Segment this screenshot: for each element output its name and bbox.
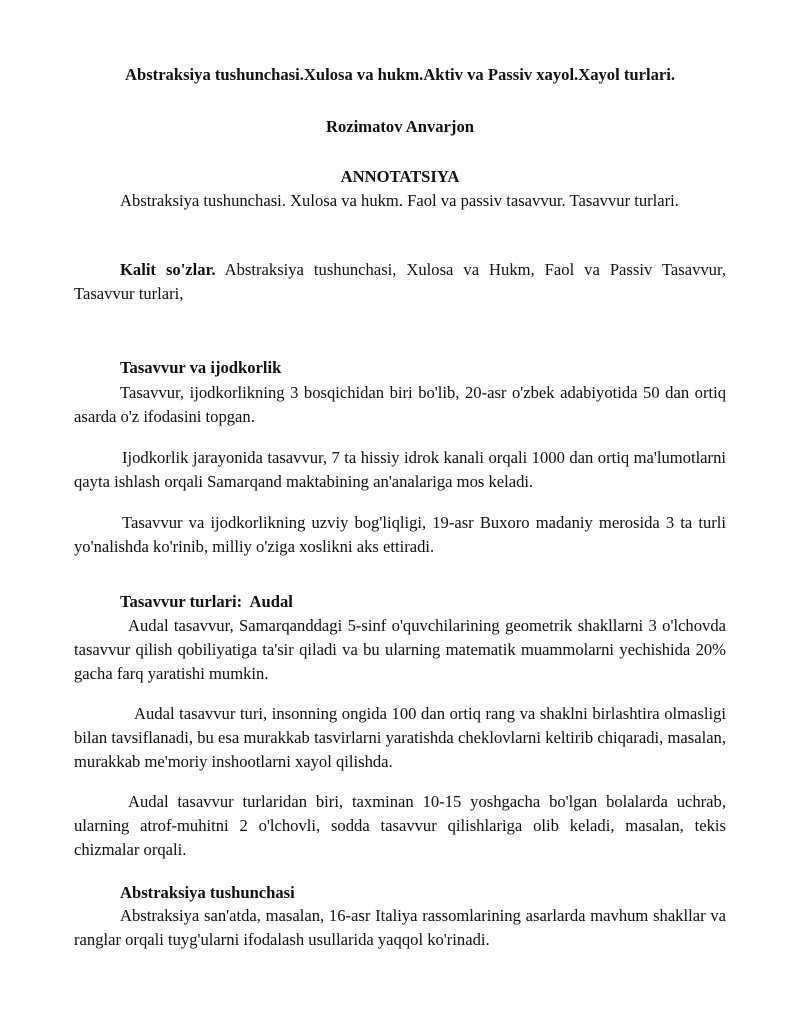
section-2-paragraph-3: Audal tasavvur turlaridan biri, taxminan 10-15 yoshgacha bo'lgan bolalarda uchrab, ularning atrof-muhitni 2 o'lchovli, sodda tasavvur qilishlariga olib keladi, masalan, tekis chizmalar orqali. [74,792,726,859]
section-2-paragraph-1: Audal tasavvur, Samarqanddagi 5-sinf o'quvchilarining geometrik shakllarni 3 o'lchovda tasavvur qilish qobiliyatiga ta'sir qiladi va bu ularning matematik muammolarni yechishida 20% gacha farq yaratishi mumkin. [74,616,726,683]
document-title: Abstraksiya tushunchasi.Xulosa va hukm.Aktiv va Passiv xayol.Xayol turlari. [125,65,675,84]
keywords-text: Abstraksiya tushunchasi, Xulosa va Hukm, Faol va Passiv Tasavvur, Tasavvur turlari, [74,260,726,303]
section-heading-tasavvur-turlari: Tasavvur turlari: Audal [120,592,293,611]
annotation-heading: ANNOTATSIYA [340,167,460,186]
keywords-label: Kalit so'zlar. [120,260,216,279]
author-name: Rozimatov Anvarjon [326,117,474,136]
section-1-paragraph-2: Ijodkorlik jarayonida tasavvur, 7 ta hissiy idrok kanali orqali 1000 dan ortiq ma'lumotlarni qayta ishlash orqali Samarqand maktabining an'analariga mos keladi. [74,448,726,491]
keywords-paragraph [74,258,726,306]
section-1-paragraph-1: Tasavvur, ijodkorlikning 3 bosqichidan biri bo'lib, 20-asr o'zbek adabiyotida 50 dan ortiq asarda o'z ifodasini topgan. [74,383,726,426]
annotation-text: Abstraksiya tushunchasi. Xulosa va hukm. Faol va passiv tasavvur. Tasavvur turlari. [120,191,679,210]
section-3-paragraph-1: Abstraksiya san'atda, masalan, 16-asr Italiya rassomlarining asarlarda mavhum shakllar va ranglar orqali tuyg'ularni ifodalash usullarida yaqqol ko'rinadi. [74,906,726,949]
section-heading-tasavvur-ijodkorlik: Tasavvur va ijodkorlik [120,358,282,377]
section-2-paragraph-2: Audal tasavvur turi, insonning ongida 100 dan ortiq rang va shaklni birlashtira olmasligi bilan tavsiflanadi, bu esa murakkab tasvirlarni yaratishda cheklovlarni keltirib chiqaradi, masalan, murakkab me'moriy inshootlarni xayol qilishda. [74,704,726,771]
section-1-paragraph-3: Tasavvur va ijodkorlikning uzviy bog'liqligi, 19-asr Buxoro madaniy merosida 3 ta turli yo'nalishda ko'rinib, milliy o'ziga xoslikni aks ettiradi. [74,513,726,556]
section-heading-abstraksiya: Abstraksiya tushunchasi [120,883,295,902]
